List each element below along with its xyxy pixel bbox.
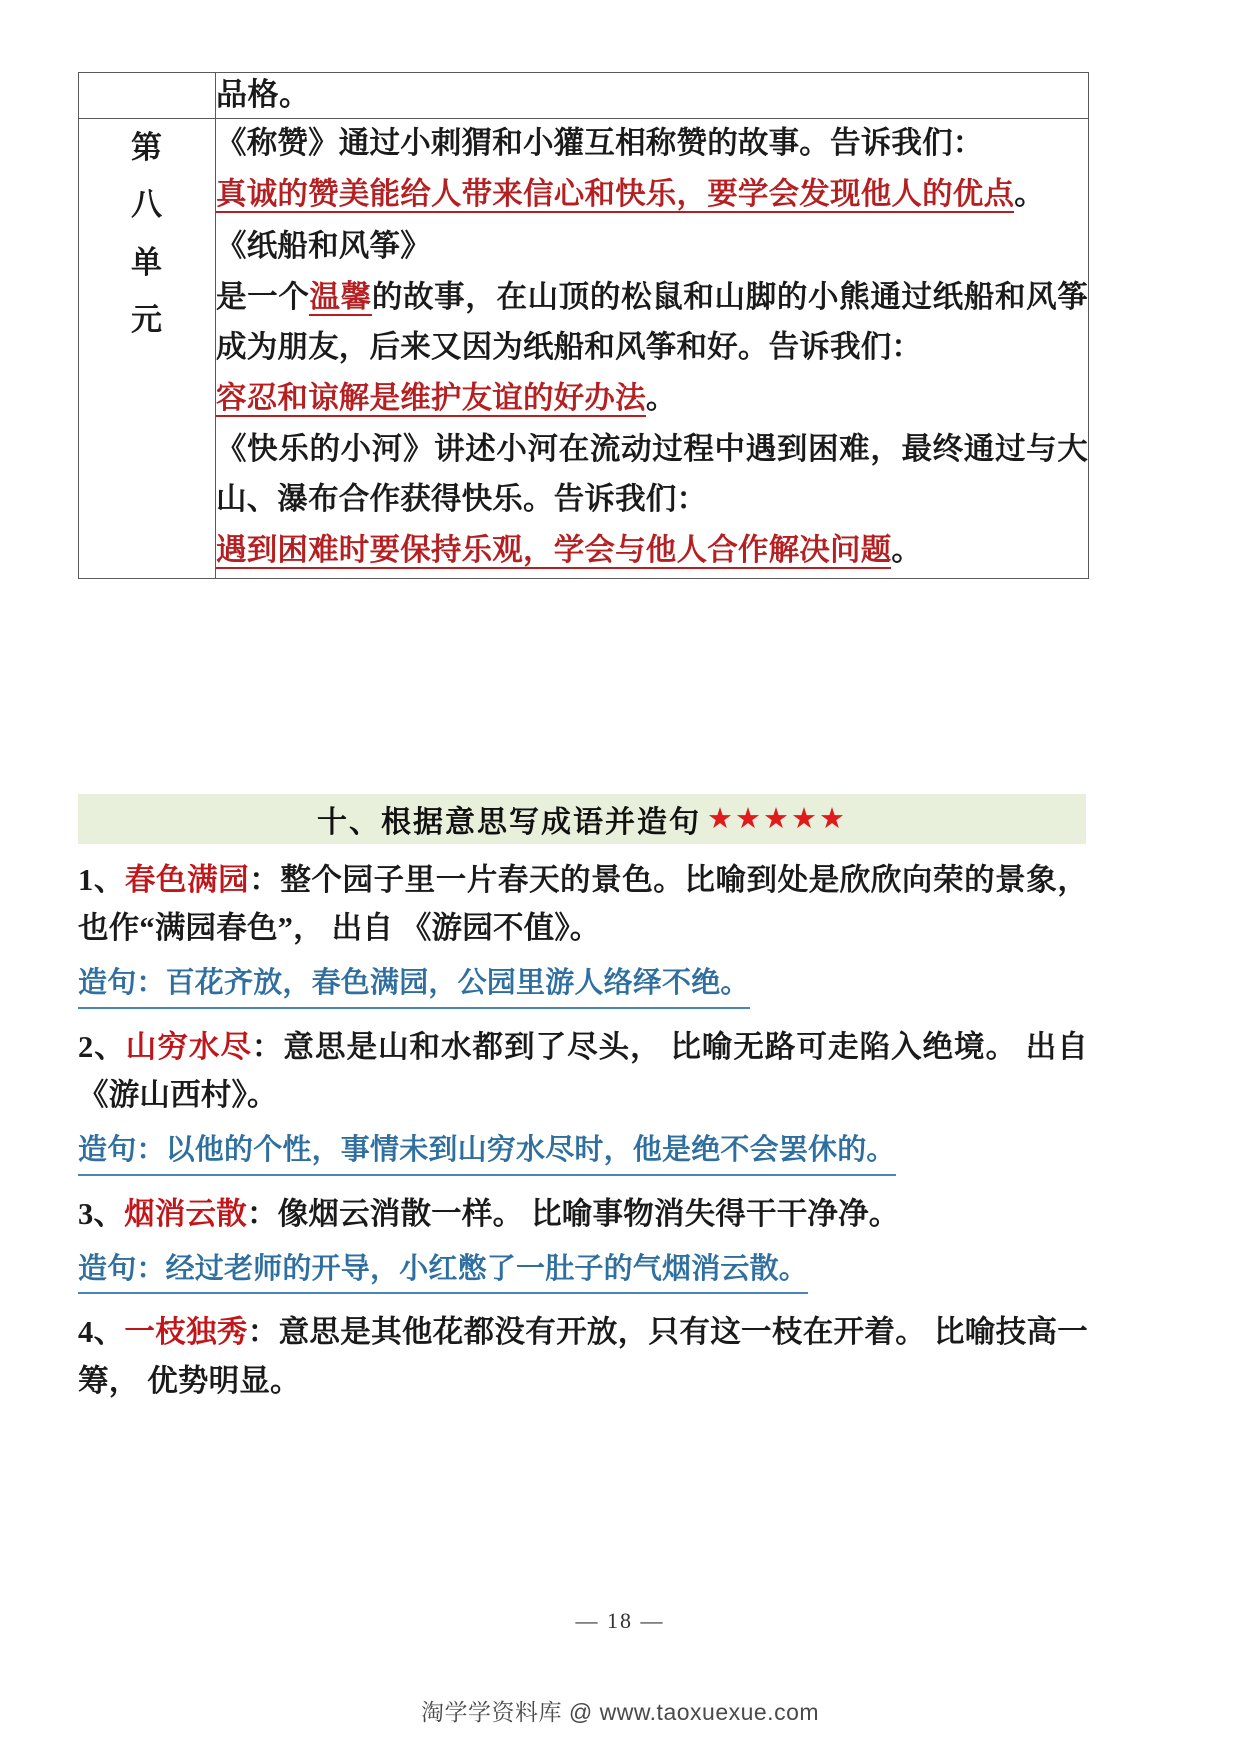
idiom-definition: 意思是山和水都到了尽头， 比喻无路可走陷入绝境。 出自《游山西村》。	[78, 1029, 1088, 1113]
idiom-sentence-row	[78, 1123, 1088, 1190]
unit-label-char-4: 元	[131, 301, 163, 337]
idiom-definition-line	[78, 856, 1088, 952]
idiom-entry	[78, 856, 1088, 1023]
text-run-plain: 。	[645, 380, 677, 415]
idiom-example-sentence	[78, 1129, 896, 1176]
idiom-name: 一枝独秀	[124, 1315, 248, 1350]
sentence-label: 造句：	[78, 1252, 166, 1285]
idiom-number: 4、	[78, 1315, 125, 1350]
unit-content-line	[216, 222, 1088, 271]
idiom-definition-line	[78, 1190, 1088, 1238]
idiom-colon: ：	[246, 1196, 278, 1231]
unit-label-char-1: 第	[131, 129, 163, 165]
idiom-colon: ：	[251, 1029, 284, 1064]
unit-summary-table	[78, 72, 1089, 579]
sentence-text: 经过老师的开导，小红憋了一肚子的气烟消云散。	[165, 1252, 809, 1285]
unit-label-cell	[79, 118, 216, 578]
unit-content-line	[216, 170, 1088, 219]
table-row-unit8	[79, 118, 1089, 578]
unit-content-cell	[216, 118, 1089, 578]
text-run-plain: 。	[891, 533, 923, 568]
text-run-highlight-red: 遇到困难时要保持乐观，学会与他人合作解决问题	[216, 533, 892, 568]
unit-label-char-3: 单	[131, 244, 163, 280]
text-run-plain: 《快乐的小河》讲述小河在流动过程中遇到困难，最终通过与大山、瀑布合作获得快乐。告诉我们：	[216, 432, 1088, 516]
idiom-definition-line	[78, 1308, 1088, 1404]
idiom-number: 3、	[78, 1196, 125, 1231]
idiom-entry	[78, 1308, 1088, 1404]
unit-content-line	[216, 526, 1088, 575]
unit-content-line	[216, 119, 1088, 168]
table-row-top	[79, 73, 1089, 119]
table-cell-label-empty	[79, 73, 216, 119]
unit-content-lines	[216, 119, 1088, 576]
idiom-colon: ：	[249, 863, 281, 897]
idiom-example-sentence	[78, 962, 750, 1009]
text-run-plain: 《纸船和风筝》	[216, 228, 431, 263]
idiom-definition: 像烟云消散一样。 比喻事物消失得干干净净。	[277, 1196, 900, 1231]
text-run-plain: 。	[1014, 177, 1045, 212]
idiom-number: 2、	[78, 1029, 126, 1064]
idiom-colon: ：	[247, 1315, 279, 1350]
watermark: 淘学学资料库 @ www.taoxuexue.com	[420, 1699, 820, 1725]
idiom-definition: 意思是其他花都没有开放，只有这一枝在开着。 比喻技高一筹， 优势明显。	[78, 1315, 1089, 1398]
idiom-number: 1、	[78, 863, 125, 897]
unit-content-line	[216, 425, 1088, 524]
sentence-text: 以他的个性，事情未到山穷水尽时，他是绝不会罢休的。	[165, 1134, 896, 1167]
idiom-entry-list	[78, 856, 1088, 1409]
idiom-entry	[78, 1190, 1088, 1309]
table-cell-top-body: 品格。	[216, 73, 1089, 119]
idiom-definition-line	[78, 1023, 1088, 1119]
section-header-band	[78, 794, 1086, 844]
text-run-plain: 《称赞》通过小刺猬和小獾互相称赞的故事。告诉我们：	[216, 125, 984, 160]
text-run-plain: 的故事，在山顶的松鼠和山脚的小熊通过纸船和风筝成为朋友，后来又因为纸船和风筝和好。告诉我们：	[216, 280, 1088, 364]
idiom-name: 烟消云散	[124, 1196, 247, 1231]
idiom-definition: 整个园子里一片春天的景色。比喻到处是欣欣向荣的景象，也作“满园春色”， 出自 《游园不值》。	[78, 863, 1089, 946]
unit-content-line	[216, 273, 1088, 372]
idiom-entry	[78, 1023, 1088, 1190]
unit-content-line	[216, 374, 1088, 423]
text-run-highlight-red: 温馨	[309, 280, 372, 315]
idiom-example-sentence	[78, 1248, 808, 1295]
idiom-sentence-row	[78, 956, 1088, 1023]
section-title: 十、根据意思写成语并造句	[317, 806, 701, 839]
text-run-plain: 是一个	[216, 280, 310, 315]
page-number: — 18 —	[575, 1608, 665, 1633]
sentence-label: 造句：	[78, 1134, 166, 1167]
sentence-text: 百花齐放，春色满园，公园里游人络绎不绝。	[165, 967, 750, 1000]
text-run-highlight-red: 容忍和谅解是维护友谊的好办法	[216, 380, 646, 415]
difficulty-stars: ★★★★★	[707, 802, 847, 835]
text-run-highlight-red: 真诚的赞美能给人带来信心和快乐，要学会发现他人的优点	[216, 177, 1015, 212]
idiom-sentence-row	[78, 1242, 1088, 1309]
unit-label-char-2: 八	[131, 187, 163, 223]
sentence-label: 造句：	[78, 967, 166, 1000]
idiom-name: 山穷水尽	[125, 1029, 252, 1064]
idiom-name: 春色满园	[124, 863, 250, 897]
